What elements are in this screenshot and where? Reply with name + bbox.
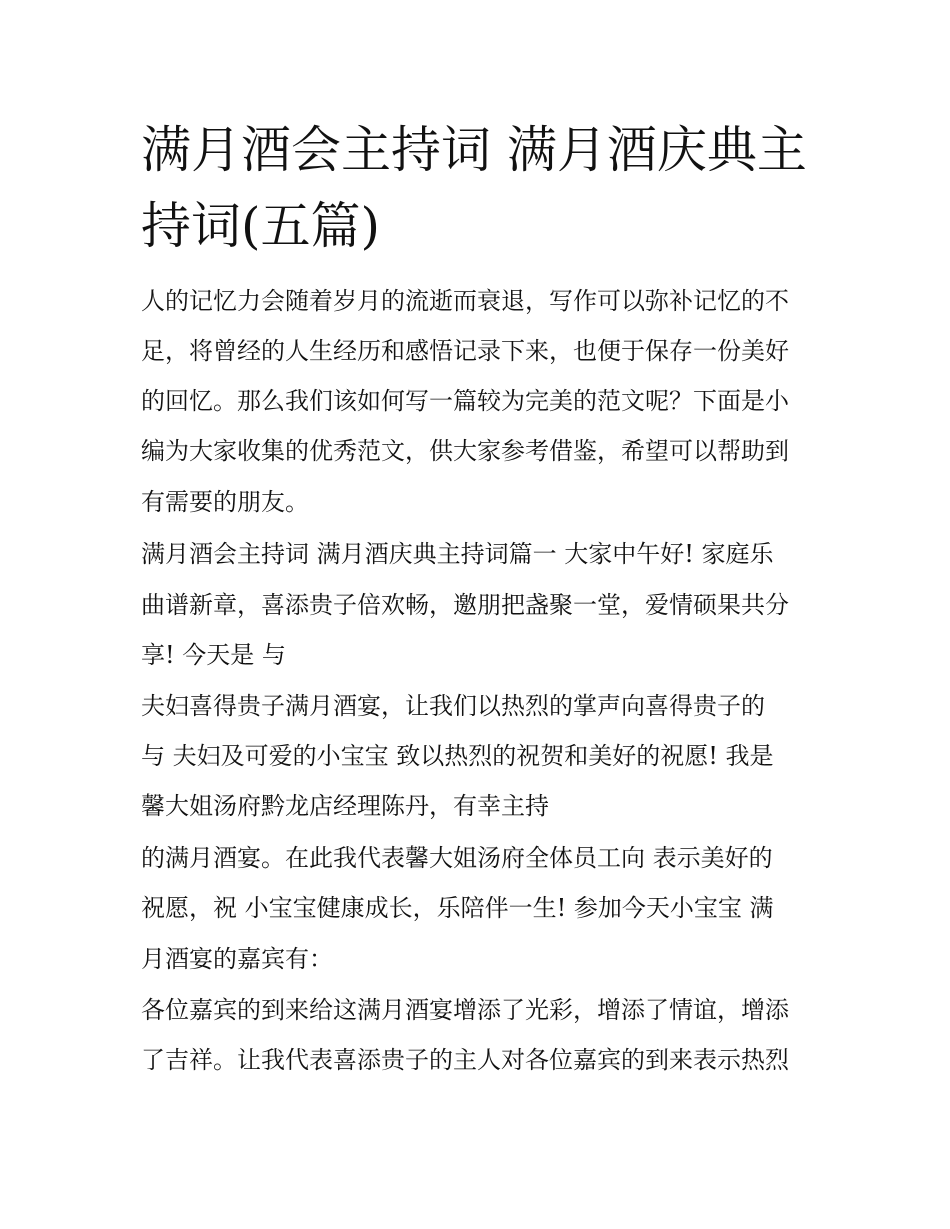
title-line-2: 持词(五篇) (141, 197, 381, 255)
body-line: 月酒宴的嘉宾有： (141, 945, 333, 973)
body-line: 人的记忆力会随着岁月的流逝而衰退，写作可以弥补记忆的不 (141, 287, 789, 315)
body-line: 满月酒会主持词 满月酒庆典主持词篇一 大家中午好! 家庭乐 (141, 540, 774, 568)
document-title (141, 112, 821, 264)
body-line: 足，将曾经的人生经历和感悟记录下来，也便于保存一份美好 (141, 337, 789, 365)
body-line: 的回忆。那么我们该如何写一篇较为完美的范文呢？下面是小 (141, 387, 789, 415)
body-line: 曲谱新章，喜添贵子倍欢畅，邀朋把盏聚一堂，爱情硕果共分 (141, 591, 789, 619)
title-line-1: 满月酒会主持词 满月酒庆典主 (141, 121, 807, 179)
body-line: 编为大家收集的优秀范文，供大家参考借鉴，希望可以帮助到 (141, 437, 789, 465)
body-line: 享! 今天是 与 (141, 641, 286, 669)
body-line: 的满月酒宴。在此我代表馨大姐汤府全体员工向 表示美好的 (141, 844, 773, 872)
body-line: 与 夫妇及可爱的小宝宝 致以热烈的祝贺和美好的祝愿! 我是 (141, 742, 774, 770)
body-line: 祝愿，祝 小宝宝健康成长，乐陪伴一生! 参加今天小宝宝 满 (141, 894, 774, 922)
body-line: 夫妇喜得贵子满月酒宴，让我们以热烈的掌声向喜得贵子的 (141, 692, 765, 720)
body-line: 有需要的朋友。 (141, 488, 309, 516)
body-line: 各位嘉宾的到来给这满月酒宴增添了光彩，增添了情谊，增添 (141, 996, 789, 1024)
body-line: 馨大姐汤府黔龙店经理陈丹，有幸主持 (141, 792, 549, 820)
body-line: 了吉祥。让我代表喜添贵子的主人对各位嘉宾的到来表示热烈 (141, 1046, 789, 1074)
